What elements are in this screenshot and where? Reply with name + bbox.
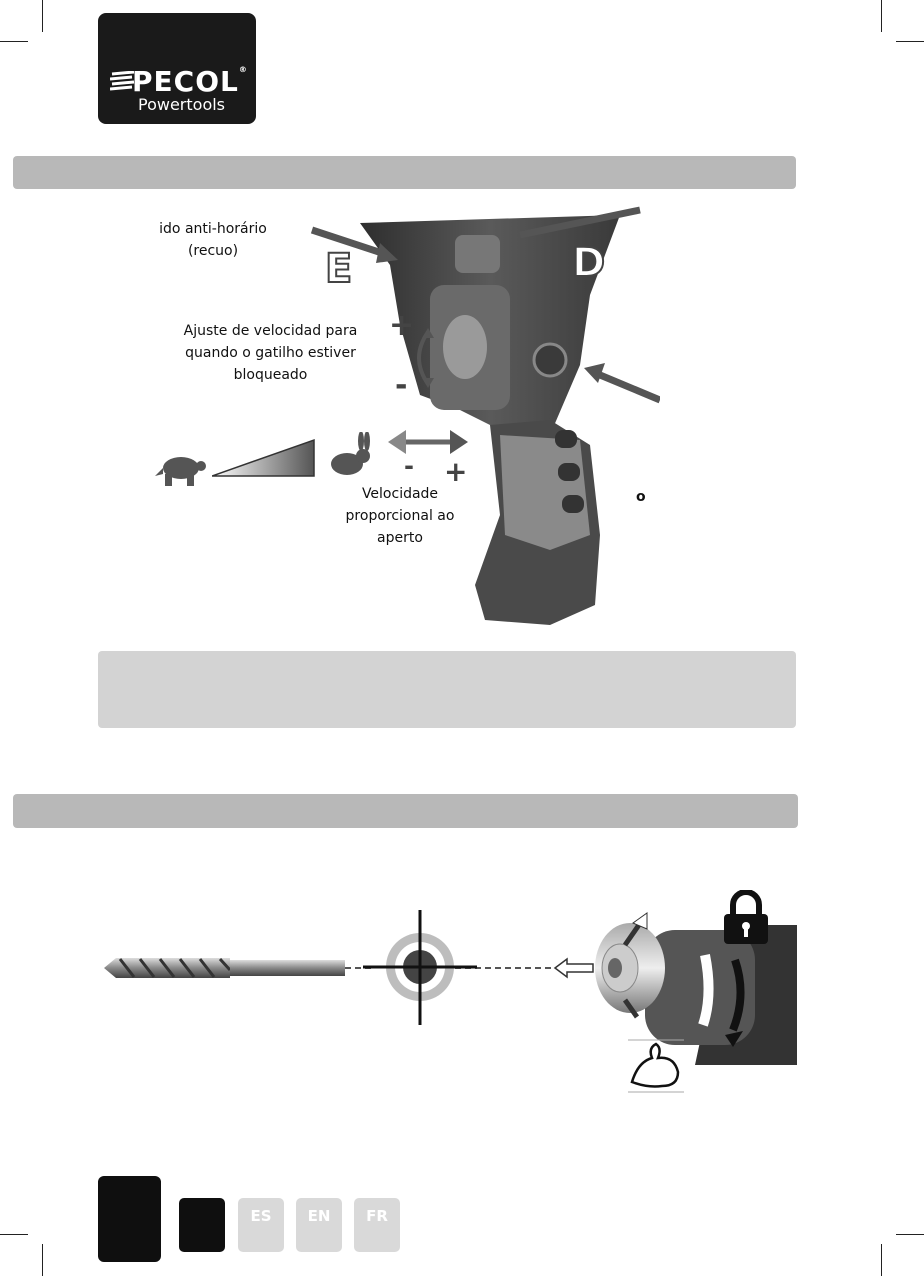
note-box	[98, 651, 796, 728]
language-tab-active[interactable]	[179, 1198, 225, 1252]
strong-arm-icon	[628, 1038, 686, 1094]
dial-minus: -	[395, 368, 408, 403]
brand-logo	[98, 13, 256, 124]
crop-mark	[881, 1244, 882, 1276]
crop-mark	[0, 41, 28, 42]
letter-d: D	[572, 240, 606, 286]
reverse-label: ido anti-horário (recuo)	[159, 221, 267, 259]
dial-plus: +	[389, 308, 415, 343]
brand-name: PECOL®	[132, 65, 248, 98]
crop-mark	[42, 1244, 43, 1276]
curved-arrow-icon	[410, 328, 440, 388]
crop-mark	[881, 0, 882, 32]
brand-subtitle: Powertools	[138, 95, 226, 114]
language-tab-es[interactable]: ES	[238, 1198, 284, 1252]
section-header-bar	[13, 794, 798, 828]
language-tab-en[interactable]: EN	[296, 1198, 342, 1252]
turtle-icon	[155, 450, 210, 490]
speed-dial-label: Ajuste de velocidad para quando o gatilho estiver bloqueado	[183, 323, 358, 383]
crop-mark	[896, 41, 924, 42]
section-header-bar	[13, 156, 796, 189]
page-number-tab	[98, 1176, 161, 1262]
speed-ramp-icon	[212, 438, 317, 478]
proportional-speed-label: Velocidade proporcional ao aperto	[345, 486, 455, 546]
crop-mark	[42, 0, 43, 32]
letter-e: E	[325, 246, 353, 292]
trigger-plus: +	[444, 455, 468, 488]
crop-mark	[896, 1234, 924, 1235]
lock-button-label: o	[636, 489, 646, 505]
target-crosshair-icon	[360, 910, 480, 1025]
language-tab-fr[interactable]: FR	[354, 1198, 400, 1252]
padlock-icon	[718, 890, 774, 946]
rabbit-icon	[325, 432, 375, 480]
drill-bit-icon	[100, 950, 350, 986]
trigger-minus: -	[404, 452, 414, 480]
crop-mark	[0, 1234, 28, 1235]
